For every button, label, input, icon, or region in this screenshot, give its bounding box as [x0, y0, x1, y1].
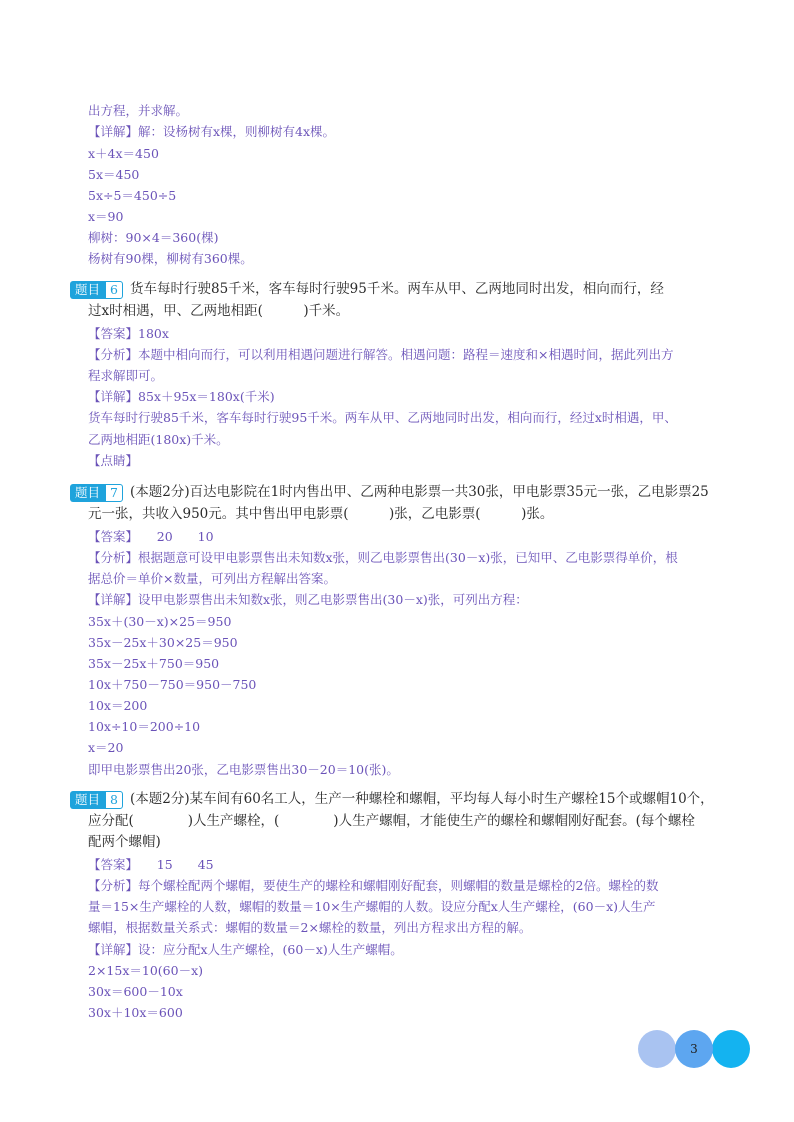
text-line-l01: 出方程，并求解。 [88, 103, 189, 118]
question-tag-6 [70, 281, 123, 299]
question-number: 6 [105, 281, 123, 299]
text-line-l30: 量＝15×生产螺栓的人数，螺帽的数量＝10×生产螺帽的人数。设应分配x人生产螺栓，(60－x)人生产 [88, 899, 656, 914]
text-line-l04: 5x＝450 [88, 167, 140, 182]
text-line-l23: 10x＋750－750＝950－750 [88, 677, 257, 692]
page-circle-right [712, 1030, 750, 1068]
text-line-l34: 30x＝600－10x [88, 984, 183, 999]
text-line-l05: 5x÷5＝450÷5 [88, 188, 177, 203]
text-line-l31: 螺帽，根据数量关系式：螺帽的数量＝2×螺栓的数量，列出方程求出方程的解。 [88, 920, 532, 935]
text-line-l19: 【详解】设甲电影票售出未知数x张，则乙电影票售出(30－x)张，可列出方程： [88, 592, 528, 607]
question-tag-8 [70, 791, 123, 809]
text-line-l32: 【详解】设：应分配x人生产螺栓，(60－x)人生产螺帽。 [88, 942, 403, 957]
text-line-l15: 【点睛】 [88, 453, 139, 468]
text-line-l10: 【分析】本题中相向而行，可以利用相遇问题进行解答。相遇问题：路程＝速度和×相遇时间，据此列出方 [88, 347, 674, 362]
text-line-l25: 10x÷10＝200÷10 [88, 719, 201, 734]
text-line-l06: x＝90 [88, 209, 124, 224]
page-circle-left [638, 1030, 676, 1068]
text-line-l07: 柳树：90×4＝360(棵) [88, 230, 219, 245]
text-line-q7b: 元一张，共收入950元。其中售出甲电影票( )张，乙电影票( )张。 [88, 506, 554, 522]
question-tag-label: 题目 [70, 281, 105, 299]
question-tag-label: 题目 [70, 791, 105, 809]
text-line-l22: 35x－25x＋750＝950 [88, 656, 220, 671]
text-line-l28: 【答案】 15 45 [88, 857, 214, 872]
text-line-l12: 【详解】85x＋95x＝180x(千米) [88, 389, 275, 404]
text-line-q6b: 过x时相遇，甲、乙两地相距( )千米。 [88, 303, 350, 319]
text-line-l24: 10x＝200 [88, 698, 148, 713]
text-line-l27: 即甲电影票售出20张，乙电影票售出30－20＝10(张)。 [88, 762, 399, 777]
text-line-q8a: (本题2分)某车间有60名工人，生产一种螺栓和螺帽，平均每人每小时生产螺栓15个或螺帽10个， [130, 791, 714, 807]
text-line-l13: 货车每时行驶85千米，客车每时行驶95千米。两车从甲、乙两地同时出发，相向而行，经过x时相遇，甲、 [88, 410, 677, 425]
question-number: 7 [105, 484, 123, 502]
text-line-l09: 【答案】180x [88, 326, 169, 341]
text-line-q8b: 应分配( )人生产螺栓，( )人生产螺帽，才能使生产的螺栓和螺帽刚好配套。(每个螺栓 [88, 813, 695, 829]
text-line-l17: 【分析】根据题意可设甲电影票售出未知数x张，则乙电影票售出(30－x)张，已知甲、乙电影票得单价，根 [88, 550, 678, 565]
question-tag-7 [70, 484, 123, 502]
question-number: 8 [105, 791, 123, 809]
text-line-l18: 据总价＝单价×数量，可列出方程解出答案。 [88, 571, 336, 586]
text-line-l02: 【详解】解：设杨树有x棵，则柳树有4x棵。 [88, 124, 336, 139]
text-line-l16: 【答案】 20 10 [88, 529, 214, 544]
page-number: 3 [675, 1030, 713, 1068]
text-line-l14: 乙两地相距(180x)千米。 [88, 432, 229, 447]
text-line-q7a: (本题2分)百达电影院在1时内售出甲、乙两种电影票一共30张，甲电影票35元一张，乙电影票25 [130, 484, 709, 500]
text-line-l03: x＋4x＝450 [88, 146, 159, 161]
text-line-l35: 30x＋10x＝600 [88, 1005, 183, 1020]
text-line-q8c: 配两个螺帽) [88, 834, 161, 850]
text-line-l26: x＝20 [88, 740, 124, 755]
text-line-l21: 35x－25x＋30×25＝950 [88, 635, 238, 650]
text-line-l33: 2×15x＝10(60－x) [88, 963, 203, 978]
text-line-l11: 程求解即可。 [88, 368, 164, 383]
text-line-l08: 杨树有90棵，柳树有360棵。 [88, 251, 253, 266]
question-tag-label: 题目 [70, 484, 105, 502]
text-line-l29: 【分析】每个螺栓配两个螺帽，要使生产的螺栓和螺帽刚好配套，则螺帽的数量是螺栓的2倍。螺栓的数 [88, 878, 659, 893]
text-line-l20: 35x＋(30－x)×25＝950 [88, 614, 232, 629]
text-line-q6a: 货车每时行驶85千米，客车每时行驶95千米。两车从甲、乙两地同时出发，相向而行，经 [130, 281, 664, 297]
